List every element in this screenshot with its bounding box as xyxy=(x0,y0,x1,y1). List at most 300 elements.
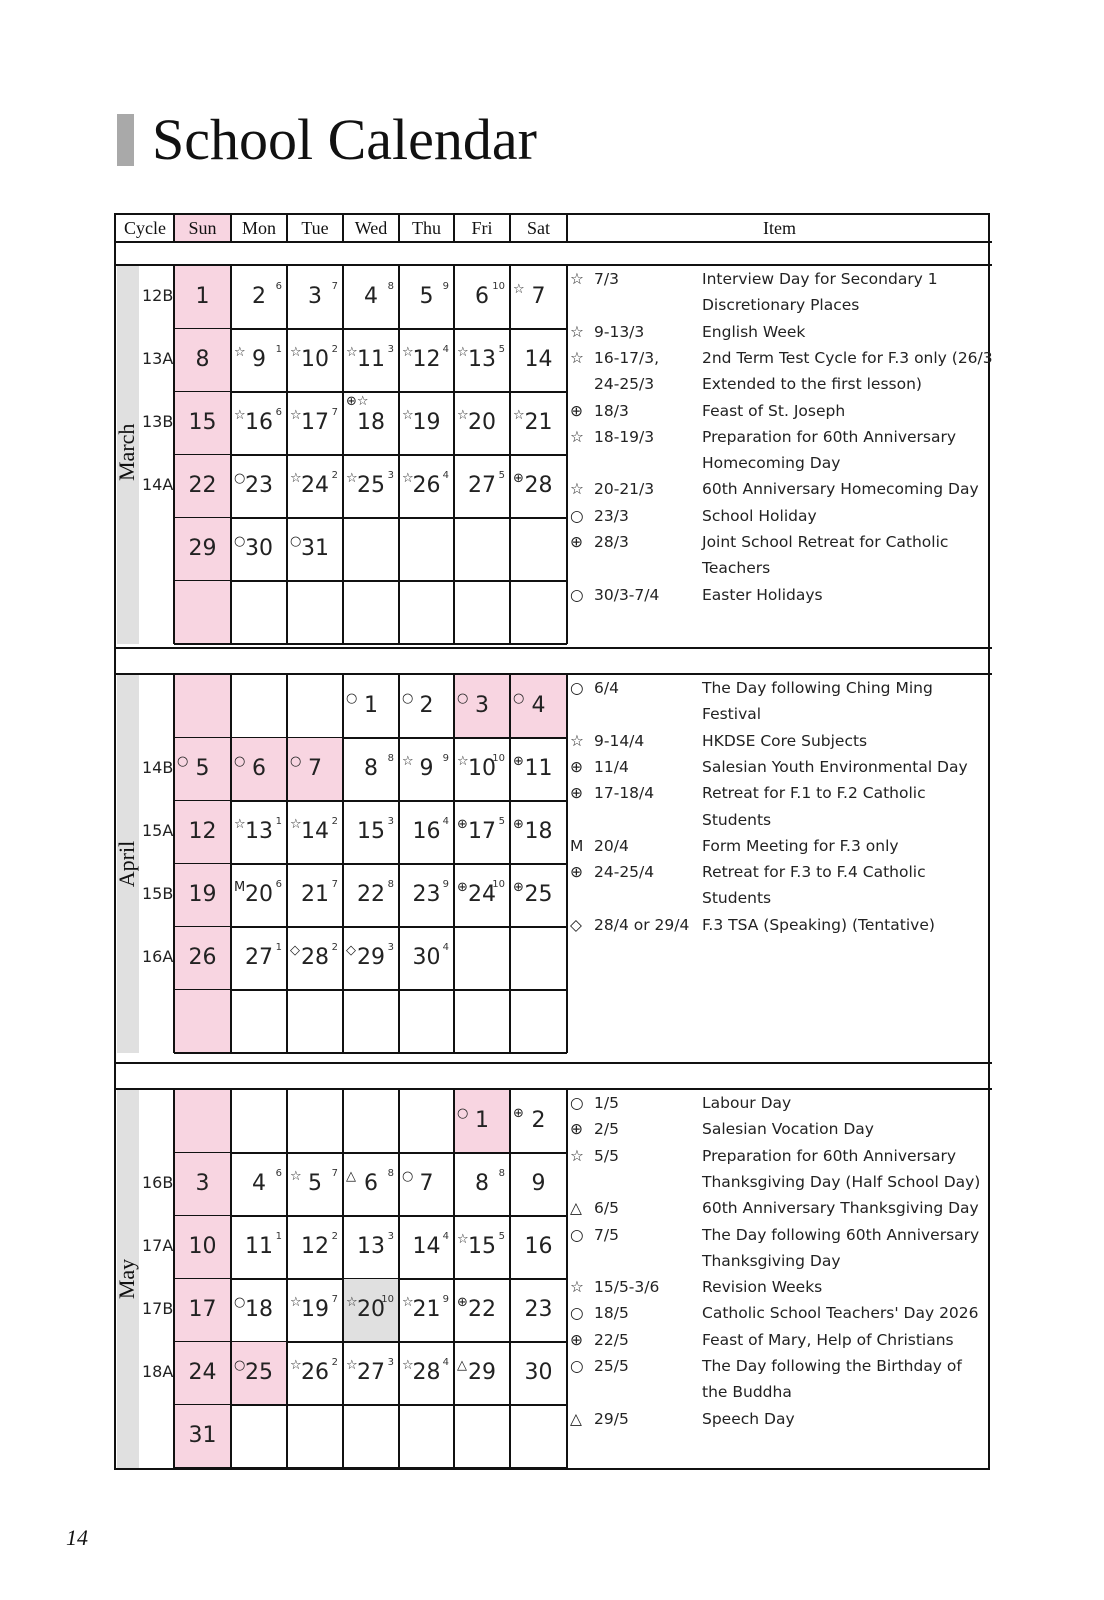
cycle-label: 15A xyxy=(142,821,174,840)
cycle-day-superscript: 7 xyxy=(331,879,338,890)
day-number: 20 xyxy=(357,1297,385,1322)
day-number: 11 xyxy=(357,347,385,372)
day-cell xyxy=(343,1153,399,1216)
event-symbol-icon: ☆ xyxy=(290,1295,302,1310)
day-cell xyxy=(399,1279,454,1342)
item-date: 16-17/3, xyxy=(594,348,660,367)
col-rule xyxy=(230,1090,232,1468)
event-symbol-icon: ☆ xyxy=(402,471,414,486)
day-number: 25 xyxy=(524,882,553,907)
event-symbol-icon: ☆ xyxy=(457,345,469,360)
header-wed: Wed xyxy=(354,218,388,238)
col-rule xyxy=(453,1090,455,1468)
col-rule xyxy=(398,266,400,644)
day-number: 23 xyxy=(412,882,441,907)
day-number: 22 xyxy=(468,1297,496,1322)
day-number: 5 xyxy=(308,1171,322,1196)
day-cell xyxy=(287,455,343,518)
day-cell xyxy=(343,1216,399,1279)
event-symbol-icon: ◇ xyxy=(346,943,356,958)
day-cell xyxy=(343,1342,399,1405)
item-date: 15/5-3/6 xyxy=(594,1278,660,1297)
event-symbol-icon: ☆ xyxy=(402,1295,414,1310)
day-number: 20 xyxy=(245,882,273,907)
item-date: 6/5 xyxy=(594,1199,619,1218)
day-number: 11 xyxy=(524,756,553,781)
day-cell xyxy=(287,392,343,455)
day-cell xyxy=(510,801,567,864)
day-cell xyxy=(454,455,510,518)
day-cell xyxy=(510,1216,567,1279)
col-rule xyxy=(453,215,455,241)
cycle-day-superscript: 5 xyxy=(498,344,505,355)
item-date: 9-13/3 xyxy=(594,322,645,341)
col-rule xyxy=(342,675,344,1053)
day-cell xyxy=(343,675,399,738)
cycle-day-superscript: 6 xyxy=(275,1168,282,1179)
event-symbol-icon: ☆ xyxy=(513,282,525,297)
item-symbol-icon: ☆ xyxy=(570,1146,584,1165)
cycle-day-superscript: 6 xyxy=(275,407,282,418)
col-rule xyxy=(230,215,232,241)
item-symbol-icon: △ xyxy=(570,1409,582,1428)
cycle-label: 18A xyxy=(142,1362,174,1381)
event-symbol-icon: ☆ xyxy=(234,817,246,832)
cycle-day-superscript: 4 xyxy=(442,942,449,953)
event-symbol-icon: ☆ xyxy=(234,408,246,423)
day-cell xyxy=(343,1405,399,1468)
day-cell xyxy=(343,329,399,392)
cycle-day-superscript: 1 xyxy=(275,344,282,355)
day-cell xyxy=(287,518,343,581)
day-cell xyxy=(399,990,454,1053)
col-rule xyxy=(566,675,568,1053)
item-symbol-icon: ☆ xyxy=(570,270,584,288)
item-text: F.3 TSA (Speaking) (Tentative) xyxy=(702,915,935,934)
day-number: 28 xyxy=(301,945,329,970)
day-cell xyxy=(510,1279,567,1342)
day-cell xyxy=(343,266,399,329)
event-symbol-icon: ☆ xyxy=(290,345,302,360)
day-number: 26 xyxy=(412,473,441,498)
day-cell xyxy=(399,864,454,927)
day-cell xyxy=(174,1279,231,1342)
event-symbol-icon: ○ xyxy=(290,534,302,549)
month-label: March xyxy=(114,423,139,481)
day-number: 24 xyxy=(468,882,496,907)
cycle-day-superscript: 8 xyxy=(498,1168,505,1179)
item-date: 6/4 xyxy=(594,679,619,697)
item-text: Speech Day xyxy=(702,1409,795,1428)
cycle-day-superscript: 7 xyxy=(331,407,338,418)
month-label: April xyxy=(114,840,139,888)
cycle-day-superscript: 8 xyxy=(387,753,394,764)
day-number: 20 xyxy=(468,410,496,435)
day-number: 23 xyxy=(245,473,273,498)
item-symbol-icon: ◇ xyxy=(570,915,582,934)
cycle-label: 16B xyxy=(142,1173,174,1192)
col-rule xyxy=(566,1090,568,1468)
col-rule xyxy=(286,215,288,241)
day-number: 6 xyxy=(364,1171,378,1196)
cycle-day-superscript: 4 xyxy=(442,816,449,827)
item-date: 18-19/3 xyxy=(594,427,655,446)
day-cell xyxy=(399,801,454,864)
day-cell xyxy=(231,581,287,644)
day-cell xyxy=(343,990,399,1053)
day-number: 8 xyxy=(364,756,378,781)
event-symbol-icon: ☆ xyxy=(346,471,358,486)
day-number: 29 xyxy=(468,1360,496,1385)
item-text: Catholic School Teachers' Day 2026 xyxy=(702,1304,979,1323)
item-text: Extended to the first lesson) xyxy=(702,375,922,394)
col-rule xyxy=(286,1090,288,1468)
day-cell xyxy=(231,675,287,738)
day-cell xyxy=(231,1090,287,1153)
item-text: English Week xyxy=(702,322,806,341)
item-symbol-icon: ⊕ xyxy=(570,533,583,551)
page-number: 14 xyxy=(66,1525,88,1550)
header-mon: Mon xyxy=(241,218,276,238)
day-cell xyxy=(399,455,454,518)
col-rule xyxy=(230,266,232,644)
day-cell xyxy=(231,1153,287,1216)
day-number: 27 xyxy=(245,945,273,970)
day-cell xyxy=(174,455,231,518)
title-accent-bar xyxy=(117,114,134,166)
day-cell xyxy=(343,581,399,644)
item-text: Form Meeting for F.3 only xyxy=(702,836,899,855)
col-rule xyxy=(453,266,455,644)
cycle-day-superscript: 10 xyxy=(492,753,505,764)
day-cell xyxy=(399,1153,454,1216)
event-symbol-icon: ◇ xyxy=(290,943,300,958)
day-cell xyxy=(174,738,231,801)
day-cell xyxy=(454,581,510,644)
col-rule xyxy=(509,1090,511,1468)
day-cell xyxy=(231,927,287,990)
day-cell xyxy=(231,1216,287,1279)
event-symbol-icon: ☆ xyxy=(346,1295,358,1310)
item-date: 11/4 xyxy=(594,757,629,776)
cycle-day-superscript: 9 xyxy=(442,879,449,890)
cycle-day-superscript: 8 xyxy=(387,879,394,890)
day-number: 23 xyxy=(524,1297,553,1322)
item-text: HKDSE Core Subjects xyxy=(702,731,868,750)
event-symbol-icon: ○ xyxy=(457,691,469,706)
day-cell xyxy=(454,1342,510,1405)
day-number: 3 xyxy=(195,1171,210,1196)
item-symbol-icon: ○ xyxy=(570,1094,584,1112)
cycle-day-superscript: 3 xyxy=(387,942,394,953)
day-number: 4 xyxy=(252,1171,266,1196)
day-cell xyxy=(510,1153,567,1216)
cycle-day-superscript: 3 xyxy=(387,1231,394,1242)
day-cell xyxy=(231,266,287,329)
day-number: 19 xyxy=(188,882,217,907)
day-cell xyxy=(287,990,343,1053)
item-text: Thanksgiving Day (Half School Day) xyxy=(702,1172,981,1191)
day-number: 29 xyxy=(188,536,217,561)
item-symbol-icon: ⊕ xyxy=(570,784,583,803)
day-number: 7 xyxy=(308,756,322,781)
event-symbol-icon: ⊕ xyxy=(513,471,524,486)
day-number: 19 xyxy=(412,410,441,435)
day-cell xyxy=(510,1405,567,1468)
day-cell xyxy=(454,329,510,392)
day-number: 19 xyxy=(301,1297,329,1322)
day-number: 8 xyxy=(195,347,210,372)
item-text: 2nd Term Test Cycle for F.3 only (26/3 xyxy=(702,348,993,367)
col-rule xyxy=(342,215,344,241)
cycle-day-superscript: 4 xyxy=(442,470,449,481)
day-number: 31 xyxy=(188,1423,217,1448)
day-number: 24 xyxy=(301,473,329,498)
header-thu: Thu xyxy=(412,218,441,238)
day-number: 10 xyxy=(301,347,329,372)
cycle-day-superscript: 6 xyxy=(275,281,282,292)
day-number: 18 xyxy=(524,819,553,844)
day-number: 28 xyxy=(412,1360,441,1385)
day-number: 16 xyxy=(245,410,273,435)
item-text: the Buddha xyxy=(702,1383,792,1402)
day-number: 22 xyxy=(357,882,385,907)
cycle-day-superscript: 5 xyxy=(498,1231,505,1242)
page-title: School Calendar xyxy=(152,107,537,172)
col-rule xyxy=(173,266,175,644)
event-symbol-icon: ○ xyxy=(290,754,302,769)
day-cell xyxy=(399,581,454,644)
day-number: 26 xyxy=(188,945,217,970)
event-symbol-icon: ⊕ xyxy=(513,1106,524,1121)
event-symbol-icon: ○ xyxy=(402,1169,414,1184)
day-number: 25 xyxy=(357,473,385,498)
item-symbol-icon: ☆ xyxy=(570,427,584,446)
day-number: 16 xyxy=(412,819,441,844)
item-symbol-icon: ○ xyxy=(570,1357,584,1375)
event-symbol-icon: ○ xyxy=(234,1358,246,1373)
day-number: 2 xyxy=(419,693,434,718)
cycle-label: 12B xyxy=(142,286,174,305)
item-text: Revision Weeks xyxy=(702,1278,823,1297)
day-cell xyxy=(454,1405,510,1468)
day-number: 21 xyxy=(301,882,329,907)
item-text: Joint School Retreat for Catholic xyxy=(702,533,949,551)
cycle-day-superscript: 4 xyxy=(442,1231,449,1242)
cycle-day-superscript: 5 xyxy=(498,470,505,481)
item-date: 20/4 xyxy=(594,836,629,855)
day-number: 12 xyxy=(412,347,441,372)
day-cell xyxy=(510,518,567,581)
cycle-day-superscript: 1 xyxy=(275,942,282,953)
cycle-day-superscript: 2 xyxy=(331,816,338,827)
cycle-day-superscript: 5 xyxy=(498,816,505,827)
event-symbol-icon: ☆ xyxy=(290,817,302,832)
day-number: 21 xyxy=(412,1297,441,1322)
day-cell xyxy=(510,329,567,392)
day-cell xyxy=(174,329,231,392)
col-rule xyxy=(342,1090,344,1468)
day-cell xyxy=(174,1342,231,1405)
calendar-table xyxy=(114,213,993,1470)
item-text: Easter Holidays xyxy=(702,585,823,604)
item-text: Thanksgiving Day xyxy=(702,1251,841,1270)
item-date: 1/5 xyxy=(594,1094,619,1112)
day-number: 10 xyxy=(468,756,496,781)
item-date: 28/3 xyxy=(594,533,629,551)
day-number: 4 xyxy=(531,693,546,718)
day-cell xyxy=(231,329,287,392)
day-cell xyxy=(287,927,343,990)
cycle-label: 15B xyxy=(142,884,174,903)
day-number: 18 xyxy=(357,410,385,435)
cycle-day-superscript: 7 xyxy=(331,1294,338,1305)
event-symbol-icon: ○ xyxy=(513,691,525,706)
day-number: 15 xyxy=(468,1234,496,1259)
day-cell xyxy=(454,738,510,801)
col-rule xyxy=(173,675,175,1053)
cycle-day-superscript: 2 xyxy=(331,1231,338,1242)
item-text: Salesian Vocation Day xyxy=(702,1120,874,1139)
day-cell xyxy=(454,518,510,581)
item-symbol-icon: ☆ xyxy=(570,480,584,499)
item-text: The Day following 60th Anniversary xyxy=(702,1225,980,1244)
day-cell xyxy=(343,801,399,864)
day-cell xyxy=(399,1090,454,1153)
item-symbol-icon: ☆ xyxy=(570,348,584,367)
day-cell xyxy=(343,738,399,801)
cycle-day-superscript: 7 xyxy=(331,1168,338,1179)
event-symbol-icon: ☆ xyxy=(290,1169,302,1184)
event-symbol-icon: ⊕ xyxy=(457,880,468,895)
day-cell xyxy=(510,455,567,518)
day-number: 29 xyxy=(357,945,385,970)
day-cell xyxy=(399,518,454,581)
cycle-day-superscript: 1 xyxy=(275,816,282,827)
item-text: Teachers xyxy=(702,559,771,578)
col-rule xyxy=(398,215,400,241)
cycle-label: 14A xyxy=(142,475,174,494)
event-symbol-icon: ⊕ xyxy=(457,817,468,832)
day-cell xyxy=(454,801,510,864)
item-text: Students xyxy=(702,810,772,829)
day-cell xyxy=(343,392,399,455)
day-cell xyxy=(510,864,567,927)
event-symbol-icon: ☆ xyxy=(290,471,302,486)
day-number: 14 xyxy=(301,819,329,844)
day-cell xyxy=(174,927,231,990)
event-symbol-icon: ○ xyxy=(234,471,246,486)
day-cell xyxy=(231,801,287,864)
cycle-label: 17B xyxy=(142,1299,174,1318)
item-symbol-icon: ○ xyxy=(570,506,584,525)
day-cell xyxy=(174,990,231,1053)
day-number: 26 xyxy=(301,1360,329,1385)
item-text: Interview Day for Secondary 1 xyxy=(702,270,938,288)
event-symbol-icon: ☆ xyxy=(457,1232,469,1247)
event-symbol-icon: ⊕ xyxy=(513,880,524,895)
day-cell xyxy=(287,675,343,738)
item-date: 28/4 or 29/4 xyxy=(594,915,690,934)
item-symbol-icon: △ xyxy=(570,1199,582,1218)
item-date: 9-14/4 xyxy=(594,731,645,750)
col-rule xyxy=(566,215,568,241)
cycle-day-superscript: 2 xyxy=(331,470,338,481)
item-text: Salesian Youth Environmental Day xyxy=(702,757,968,776)
day-number: 1 xyxy=(475,1108,489,1133)
event-symbol-icon: ⊕ xyxy=(513,754,524,769)
day-cell xyxy=(510,927,567,990)
cycle-day-superscript: 6 xyxy=(275,879,282,890)
day-cell xyxy=(287,1279,343,1342)
day-cell xyxy=(287,266,343,329)
day-cell xyxy=(343,1279,399,1342)
item-text: Homecoming Day xyxy=(702,454,841,473)
event-symbol-icon: ☆ xyxy=(402,754,414,769)
day-cell xyxy=(287,329,343,392)
event-symbol-icon: ☆ xyxy=(402,345,414,360)
day-cell xyxy=(399,675,454,738)
day-cell xyxy=(399,927,454,990)
event-symbol-icon: ○ xyxy=(402,691,414,706)
item-date: 29/5 xyxy=(594,1409,629,1428)
day-cell xyxy=(287,1090,343,1153)
event-symbol-icon: ○ xyxy=(234,754,246,769)
item-text: The Day following the Birthday of xyxy=(702,1357,962,1375)
header-fri: Fri xyxy=(471,218,493,238)
day-cell xyxy=(174,1405,231,1468)
cycle-day-superscript: 10 xyxy=(492,879,505,890)
cycle-day-superscript: 8 xyxy=(387,1168,394,1179)
cycle-day-superscript: 9 xyxy=(442,281,449,292)
day-cell xyxy=(343,927,399,990)
event-symbol-icon: ○ xyxy=(234,534,246,549)
day-cell xyxy=(287,1153,343,1216)
item-symbol-icon: ○ xyxy=(570,1304,584,1323)
item-date: 5/5 xyxy=(594,1146,619,1165)
item-text: Feast of St. Joseph xyxy=(702,401,846,420)
item-date: 22/5 xyxy=(594,1330,629,1349)
item-date: 20-21/3 xyxy=(594,480,655,499)
day-cell xyxy=(399,1342,454,1405)
day-number: 2 xyxy=(531,1108,546,1133)
day-number: 4 xyxy=(364,284,378,309)
day-cell xyxy=(510,266,567,329)
day-cell xyxy=(287,1405,343,1468)
day-number: 9 xyxy=(252,347,266,372)
day-number: 24 xyxy=(188,1360,217,1385)
item-text: School Holiday xyxy=(702,506,817,525)
header-cycle: Cycle xyxy=(124,218,166,238)
day-number: 11 xyxy=(245,1234,273,1259)
item-text: Retreat for F.3 to F.4 Catholic xyxy=(702,863,926,882)
cycle-day-superscript: 10 xyxy=(381,1294,394,1305)
event-symbol-icon: ☆ xyxy=(457,408,469,423)
col-rule xyxy=(173,215,175,241)
item-symbol-icon: ⊕ xyxy=(570,401,583,420)
day-cell xyxy=(454,927,510,990)
item-symbol-icon: ○ xyxy=(570,1225,584,1244)
event-symbol-icon: ○ xyxy=(234,1295,246,1310)
day-cell xyxy=(399,738,454,801)
day-cell xyxy=(454,1090,510,1153)
day-number: 30 xyxy=(412,945,441,970)
header-tue: Tue xyxy=(301,218,329,238)
day-cell xyxy=(174,518,231,581)
col-rule xyxy=(398,1090,400,1468)
cycle-day-superscript: 3 xyxy=(387,344,394,355)
day-number: 13 xyxy=(357,1234,385,1259)
